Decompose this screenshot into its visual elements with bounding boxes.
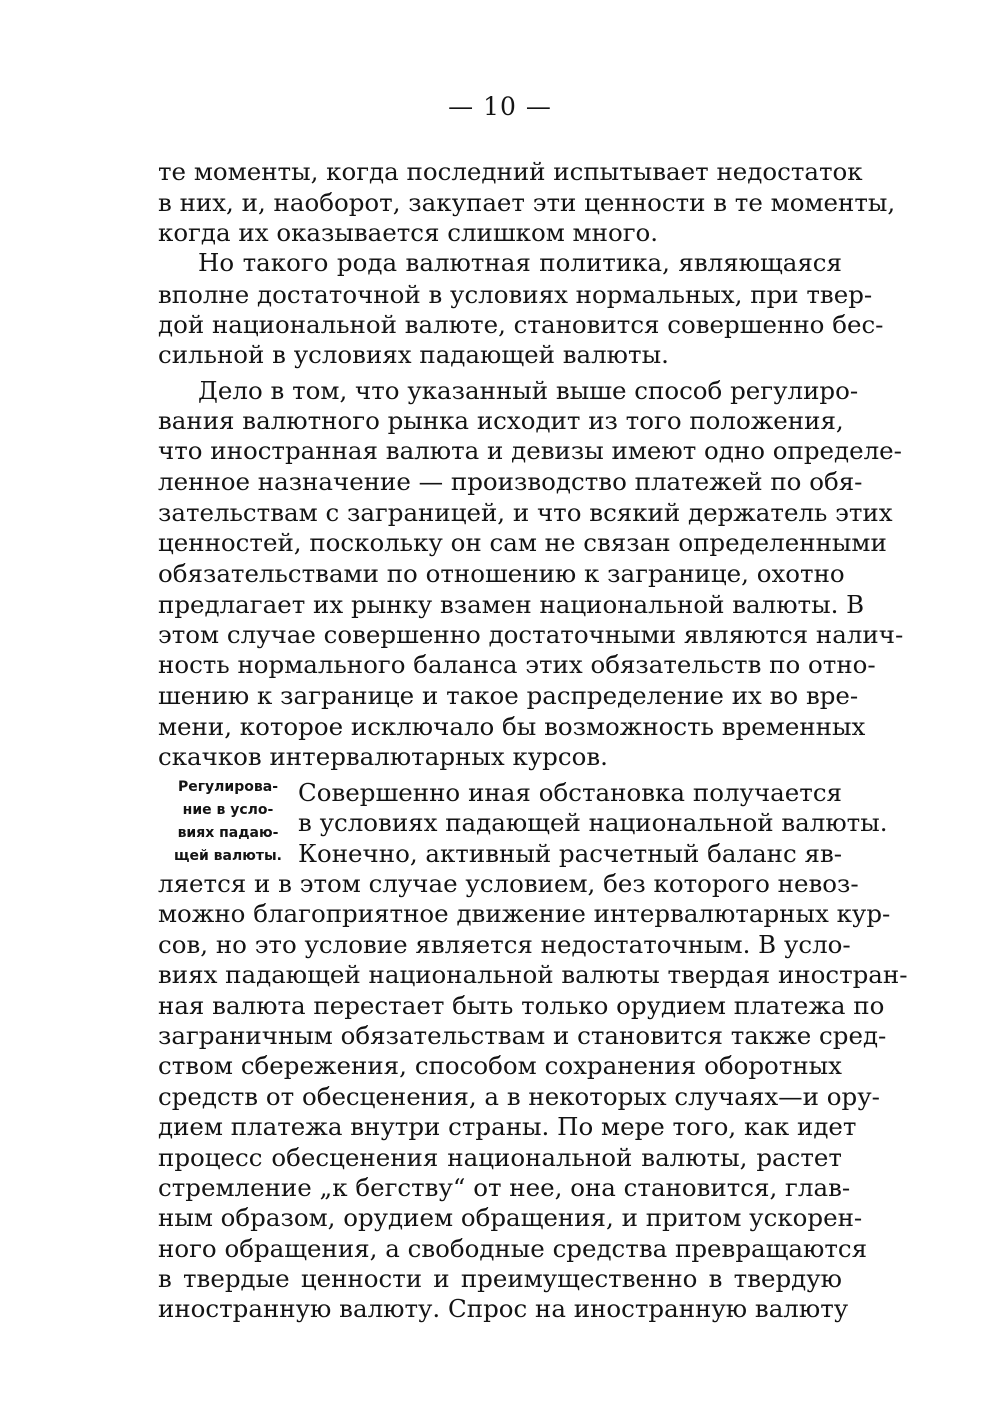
text-line: процесс обесценения национальной валюты, растет: [158, 1143, 842, 1172]
text-line: иностранную валюту. Спрос на иностранную валюту: [158, 1294, 849, 1323]
text-line: мени, которое исключало бы возможность временных: [158, 712, 866, 741]
text-line: скачков интервалютарных курсов.: [158, 742, 608, 771]
text-line: Но такого рода валютная политика, являющаяся: [198, 248, 842, 277]
margin-note-line: Регулирова-: [177, 779, 279, 795]
text-line: Совершенно иная обстановка получается: [298, 778, 842, 807]
text-line: те моменты, когда последний испытывает недостаток: [158, 157, 863, 186]
margin-note-line: виях падаю-: [177, 825, 279, 841]
text-line: в твердые ценности и преимущественно в твердую: [158, 1264, 842, 1293]
text-line: дой национальной валюте, становится совершенно бес-: [158, 310, 884, 339]
text-line: ленное назначение — производство платежей по обя-: [158, 467, 863, 496]
text-line: виях падающей национальной валюты твердая иностран-: [158, 960, 908, 989]
text-line: дием платежа внутри страны. По мере того, как идет: [158, 1112, 857, 1141]
text-line: что иностранная валюта и девизы имеют одно определе-: [158, 436, 902, 465]
text-line: ная валюта перестает быть только орудием платежа по: [158, 991, 885, 1020]
text-line: этом случае совершенно достаточными являются налич-: [158, 620, 904, 649]
text-line: в них, и, наоборот, закупает эти ценности в те моменты,: [158, 188, 896, 217]
text-line: ценностей, поскольку он сам не связан определенными: [158, 528, 887, 557]
text-line: ного обращения, а свободные средства превращаются: [158, 1234, 868, 1263]
text-line: вполне достаточной в условиях нормальных, при твер-: [158, 280, 873, 309]
text-line: вания валютного рынка исходит из того положения,: [158, 406, 844, 435]
text-line: сов, но это условие является недостаточным. В усло-: [158, 930, 851, 959]
text-line: можно благоприятное движение интервалютарных кур-: [158, 899, 891, 928]
text-line: ством сбережения, способом сохранения оборотных: [158, 1051, 842, 1080]
text-line: в условиях падающей национальной валюты.: [298, 808, 888, 837]
text-line: Дело в том, что указанный выше способ регулиро-: [198, 376, 859, 405]
text-line: стремление „к бегству“ от нее, она становится, глав-: [158, 1173, 851, 1202]
margin-note-line: ние в усло-: [182, 802, 274, 818]
text-line: обязательствами по отношению к загранице, охотно: [158, 559, 845, 588]
text-line: зательствам с заграницей, и что всякий держатель этих: [158, 498, 893, 527]
text-line: ным образом, орудием обращения, и притом ускорен-: [158, 1203, 863, 1232]
text-line: сильной в условиях падающей валюты.: [158, 340, 669, 369]
text-line: ляется и в этом случае условием, без которого невоз-: [158, 869, 859, 898]
text-line: предлагает их рынку взамен национальной валюты. В: [158, 590, 865, 619]
text-line: заграничным обязательствам и становится также сред-: [158, 1021, 887, 1050]
margin-note: [158, 776, 298, 868]
text-line: ность нормального баланса этих обязательств по отно-: [158, 650, 876, 679]
page-number: — 10 —: [448, 92, 552, 121]
text-line: когда их оказывается слишком много.: [158, 218, 659, 247]
text-line: Конечно, активный расчетный баланс яв-: [298, 839, 843, 868]
text-line: шению к загранице и такое распределение их во вре-: [158, 681, 859, 710]
margin-note-line: щей валюты.: [174, 848, 282, 864]
text-line: средств от обесценения, а в некоторых случаях—и ору-: [158, 1082, 880, 1111]
